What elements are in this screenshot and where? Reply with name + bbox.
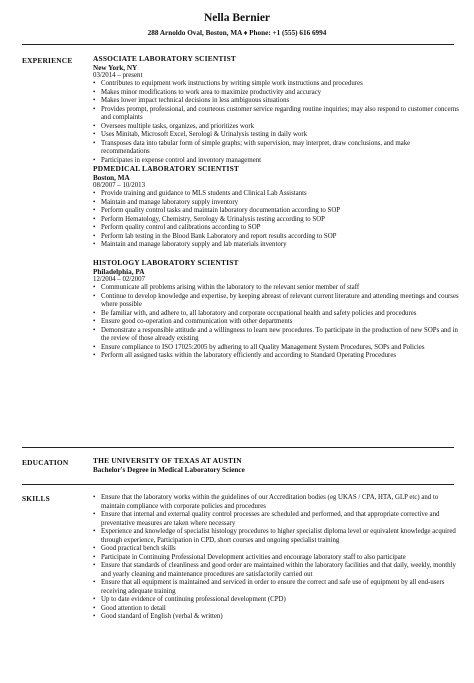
job-location: Philadelphia, PA (93, 268, 145, 276)
list-item: • Perform all assigned tasks within the laboratory efficiently and according to Standard Operating Procedures (93, 352, 459, 361)
job-location: New York, NY (93, 64, 138, 72)
list-item: • Makes minor modifications to work area to maximize productivity and accuracy (93, 89, 459, 98)
job-1 (93, 54, 459, 165)
list-item: • Ensure that internal and external quality control processes are scheduled and performed, and that appropriate corrective and preventative measures are taken where necessary (93, 511, 459, 528)
degree: Bachelor's Degree in Medical Laboratory Science (93, 466, 245, 474)
job-3 (93, 258, 459, 361)
skills-list (93, 494, 459, 622)
contact-line: 288 Arnoldo Oval, Boston, MA ♦ Phone: +1 (555) 616 6994 (147, 29, 327, 37)
list-item: • Demonstrate a responsible attitude and a willingness to learn new procedures. To participate in the production of new SOPs and in the review of those already existing (93, 327, 459, 344)
skills-bullets (93, 494, 459, 622)
list-item: • Ensure that the laboratory works within the guidelines of our Accreditation bodies (eg UKAS / CPA, HTA, GLP etc) and to maintain compliance with corporate policies and procedures (93, 494, 459, 511)
school-name: THE UNIVERSITY OF TEXAS AT AUSTIN (93, 456, 242, 465)
section-label-skills: SKILLS (22, 494, 50, 503)
job-bullets (93, 284, 459, 361)
job-title: ASSOCIATE LABORATORY SCIENTIST (93, 54, 237, 63)
list-item: • Ensure compliance to ISO 17025:2005 by adhering to all Quality Management System Procedures, SOPs and Policies (93, 344, 459, 353)
list-item: • Transposes data into tabular form of simple graphs; with supervision, may interpret, draw conclusions, and make recommendations (93, 140, 459, 157)
divider-top (22, 44, 454, 45)
candidate-name: Nella Bernier (203, 12, 271, 24)
education-entry (93, 456, 459, 474)
list-item: • Be familiar with, and adhere to, all laboratory and corporate occupational health and safety policies and procedures (93, 310, 459, 319)
job-dates: 03/2014 – present (93, 72, 143, 79)
job-location: Boston, MA (93, 174, 130, 182)
list-item: • Perform lab testing in the Blood Bank Laboratory and report results according to SOP (93, 233, 459, 242)
list-item: • Contributes to equipment work instructions by writing simple work instructions and procedures (93, 80, 459, 89)
job-dates: 12/2004 – 02/2007 (93, 276, 146, 283)
list-item: • Perform Hematology, Chemistry, Serology & Urinalysis testing according to SOP (93, 216, 459, 225)
list-item: • Continue to develop knowledge and expertise, by keeping abreast of relevant current literature and attending meetings and courses where possible (93, 293, 459, 310)
list-item: • Ensure that standards of cleanliness and good order are maintained within the laboratory facilities and that daily, weekly, monthly and yearly cleaning and maintenance procedures are satisfactorily carried out (93, 562, 459, 579)
job-title: PDMEDICAL LABORATORY SCIENTIST (93, 164, 240, 173)
list-item: • Maintain and manage laboratory supply and lab materials inventory (93, 241, 459, 250)
list-item: • Experience and knowledge of specialist histology procedures to higher specialist diploma level or equivalent knowledge acquired through experience, Participation in CPD, short courses and ongoing specialist training (93, 528, 459, 545)
list-item: • Provides prompt, professional, and courteous customer service regarding routine inquiries; may also respond to customer concerns and complaints (93, 106, 459, 123)
list-item: • Uses Minitab, Microsoft Excel, Serologi & Urinalysis testing in daily work (93, 131, 459, 140)
job-title: HISTOLOGY LABORATORY SCIENTIST (93, 258, 239, 267)
list-item: • Perform quality control and calibrations according to SOP (93, 224, 459, 233)
divider-skills (22, 484, 454, 485)
job-dates: 08/2007 – 10/2013 (93, 182, 146, 189)
job-bullets (93, 80, 459, 165)
job-bullets (93, 190, 459, 250)
list-item: • Maintain and manage laboratory supply inventory (93, 199, 459, 208)
section-label-education: EDUCATION (22, 458, 69, 467)
list-item: • Ensure that all equipment is maintained and serviced in order to ensure the correct and safe use of equipment by all end-users receiving adequate training (93, 579, 459, 596)
list-item: • Oversees multiple tasks, organizes, and prioritizes work (93, 123, 459, 132)
list-item: • Provide training and guidance to MLS students and Clinical Lab Assistants (93, 190, 459, 199)
list-item: • Good practical bench skills (93, 545, 459, 554)
list-item: • Good standard of English (verbal & written) (93, 613, 459, 622)
list-item: • Ensure good co-operation and communication with other departments (93, 318, 459, 327)
section-label-experience: EXPERIENCE (22, 56, 73, 65)
list-item: • Good attention to detail (93, 605, 459, 614)
list-item: • Makes lower impact technical decisions in less ambiguous situations (93, 97, 459, 106)
list-item: • Participates in expense control and inventory management (93, 157, 459, 166)
list-item: • Participate in Continuing Professional Development activities and encourage laboratory staff to also participate (93, 554, 459, 563)
list-item: • Perform quality control tasks and maintain laboratory documentation according to SOP (93, 207, 459, 216)
divider-education (22, 447, 454, 448)
list-item: • Up to date evidence of continuing professional development (CPD) (93, 596, 459, 605)
list-item: • Communicate all problems arising within the laboratory to the relevant senior member of staff (93, 284, 459, 293)
job-2 (93, 164, 459, 250)
